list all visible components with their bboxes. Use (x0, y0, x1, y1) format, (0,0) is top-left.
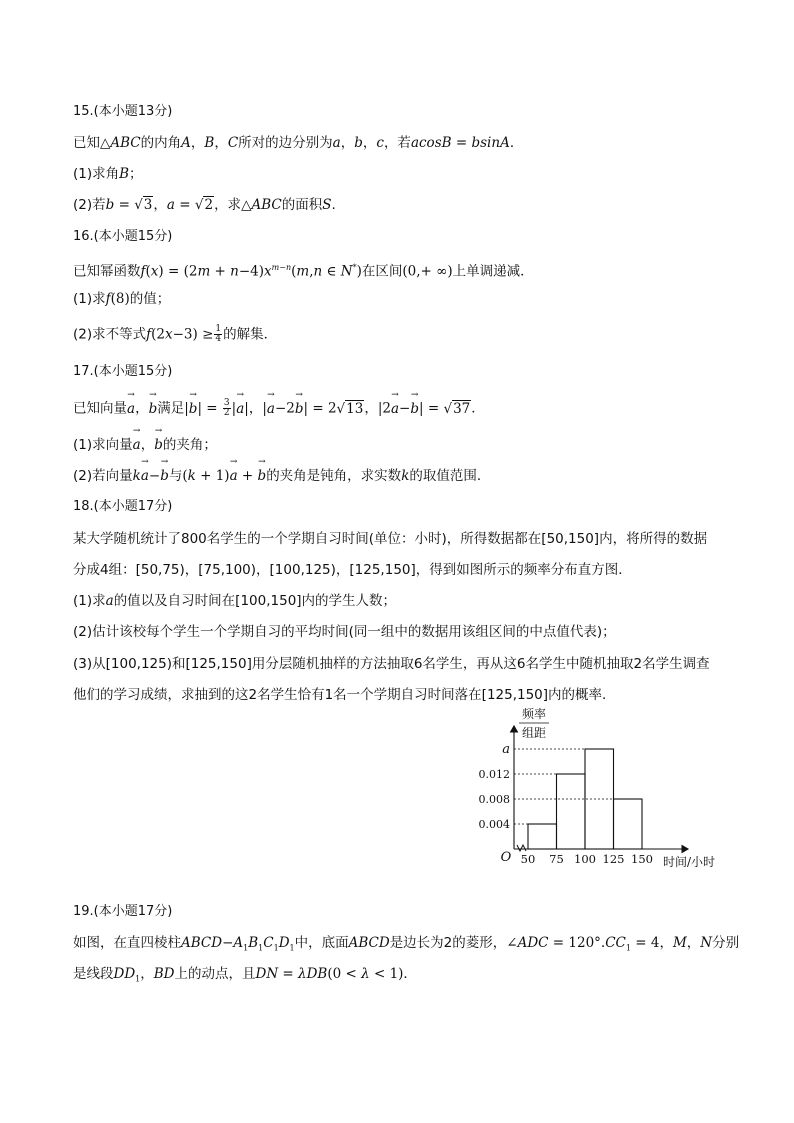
q15-stem: 已知△ABC的内角A，B，C所对的边分别为a，b，c，若acosB = bsinA． (73, 135, 524, 151)
y-tick-label-1: 0.008 (478, 793, 510, 806)
y-tick-label-3: a (502, 742, 510, 757)
x-tick-label-2: 100 (574, 852, 596, 866)
q17-heading: 17.(本小题15分) (73, 364, 173, 379)
q18-part1: (1)求a的值以及自习时间在[100,150]内的学生人数； (73, 593, 397, 609)
q18-stem-line1: 某大学随机统计了800名学生的一个学期自习时间(单位：小时)，所得数据都在[50,150]内，将所得的数据 (73, 531, 708, 547)
histogram-bar-0 (528, 824, 557, 849)
x-tick-label-3: 125 (602, 852, 625, 866)
q16-part1: (1)求f(8)的值； (73, 291, 171, 307)
origin-label: O (500, 850, 512, 865)
x-tick-label-4: 150 (631, 852, 653, 866)
q17-stem: 已知向量→ a，→ b满足|→ b| = $\frac{3}{2}$ |→ a|，|→ a−2→ b| = 2√13，|2→ a−→ b| = √37． (73, 399, 485, 418)
x-axis-label: 时间/小时 (662, 855, 716, 869)
y-label-denominator: 组距 (521, 726, 547, 740)
histogram-bar-3 (614, 799, 643, 849)
histogram-bar-1 (557, 774, 586, 849)
x-tick-label-1: 75 (549, 852, 564, 866)
q19-stem-line1: 如图，在直四棱柱$ABCD-A_1B_1C_1D_1$中，底面ABCD是边长为2的菱形，∠ADC = $120^\circ.CC_1 = 4$，M，N分别 (73, 935, 740, 953)
axis-break-mark (517, 845, 526, 851)
x-tick-label-0: 50 (520, 852, 536, 866)
q18-part3-line1: (3)从[100,125)和[125,150]用分层随机抽样的方法抽取6名学生，再从这6名学生中随机抽取2名学生调查 (73, 656, 710, 672)
q18-part3-line2: 他们的学习成绩，求抽到的这2名学生恰有1名一个学期自习时间落在[125,150]内的概率． (73, 687, 616, 703)
q17-part1: (1)求向量→ a，→ b的夹角； (73, 436, 217, 454)
q18-part2: (2)估计该校每个学生一个学期自习的平均时间(同一组中的数据用该组区间的中点值代表)； (73, 624, 616, 640)
q18-stem-line2: 分成4组：[50,75)，[75,100)，[100,125)，[125,150]，得到如图所示的频率分布直方图． (73, 562, 632, 578)
q15-heading: 15.(本小题13分) (73, 104, 173, 119)
q17-part2: (2)若向量k→ a−→ b与(k + 1)→ a + → b的夹角是钝角，求实数k的取值范围． (73, 467, 490, 485)
q19-heading: 19.(本小题17分) (73, 904, 173, 919)
q15-part1: (1)求角B； (73, 166, 143, 182)
q19-stem-line2: 是线段$DD_1$，BD上的动点，且DN = λDB(0 < λ < 1)． (73, 966, 417, 984)
q16-heading: 16.(本小题15分) (73, 229, 173, 244)
y-label-numerator: 频率 (521, 707, 547, 721)
y-tick-label-0: 0.004 (478, 818, 510, 831)
frequency-histogram (462, 704, 732, 876)
q16-stem: 已知幂函数$f(x) = (2m + n-4)x^{m-n}(m,n$ ∈ N*)在区间(0,+ ∞)上单调递减． (73, 263, 534, 280)
q15-part2: (2)若b = √3，a = √2，求△ABC的面积S. (73, 197, 336, 213)
q18-heading: 18.(本小题17分) (73, 499, 173, 514)
q16-part2: (2)求不等式f(2x−3) ≥ $\frac{1}{4}$ 的解集． (73, 324, 278, 344)
y-tick-label-2: 0.012 (478, 768, 510, 781)
